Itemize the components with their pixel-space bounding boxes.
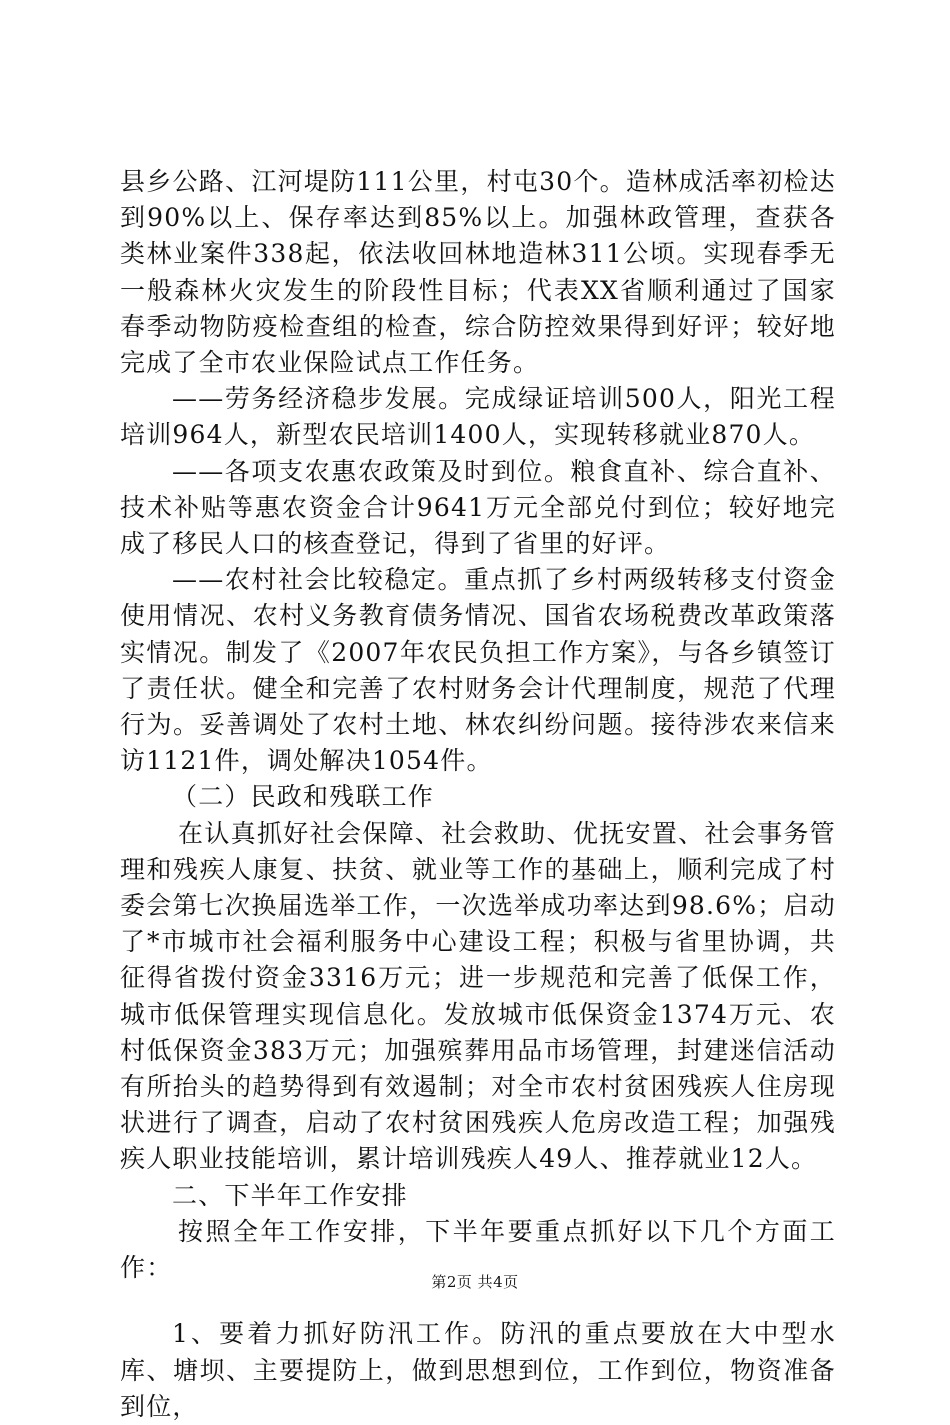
paragraph-civil-affairs: 在认真抓好社会保障、社会救助、优抚安置、社会事务管理和残疾人康复、扶贫、就业等工作的基础上，顺利完成了村委会第七次换届选举工作，一次选举成功率达到98.6%；启动了*市城市社会福利服务中心建设工程；积极与省里协调，共征得省拨付资金3316万元；进一步规范和完善了低保工作，城市低保管理实现信息化。发放城市低保资金1374万元、农村低保资金383万元；加强殡葬用品市场管理，封建迷信活动有所抬头的趋势得到有效遏制；对全市农村贫困残疾人住房现状进行了调查，启动了农村贫困残疾人危房改造工程；加强残疾人职业技能培训，累计培训残疾人49人、推荐就业12人。 [120, 818, 836, 1174]
paragraph-agri-policy: ——各项支农惠农政策及时到位。粮食直补、综合直补、技术补贴等惠农资金合计9641万元全部兑付到位；较好地完成了移民人口的核查登记，得到了省里的好评。 [120, 456, 836, 559]
section-heading-second-half: 二、下半年工作安排 [172, 1180, 408, 1210]
paragraph-labor-economy: ——劳务经济稳步发展。完成绿证培训500人，阳光工程培训964人，新型农民培训1400人，实现转移就业870人。 [120, 384, 836, 450]
document-body [120, 164, 836, 1425]
paragraph-forestry: 县乡公路、江河堤防111公里，村屯30个。造林成活率初检达到90%以上、保存率达到85%以上。加强林政管理，查获各类林业案件338起，依法收回林地造林311公顷。实现春季无一般森林火灾发生的阶段性目标；代表XX省顺利通过了国家春季动物防疫检查组的检查，综合防控效果得到好评；较好地完成了全市农业保险试点工作任务。 [120, 167, 836, 378]
section-heading-civil-affairs: （二）民政和残联工作 [172, 782, 435, 812]
paragraph-work-plan-intro: 按照全年工作安排，下半年要重点抓好以下几个方面工作： [120, 1216, 836, 1283]
page-footer: 第2页 共4页 [431, 1273, 519, 1291]
paragraph-rural-stability: ——农村社会比较稳定。重点抓了乡村两级转移支付资金使用情况、农村义务教育债务情况、国省农场税费改革政策落实情况。制发了《2007年农民负担工作方案》，与各乡镇签订了责任状。健全和完善了农村财务会计代理制度，规范了代理行为。妥善调处了农村土地、林农纠纷问题。接待涉农来信来访1121件，调处解决1054件。 [120, 565, 836, 776]
paragraph-flood-control: 1、要着力抓好防汛工作。防汛的重点要放在大中型水库、塘坝、主要提防上，做到思想到位，工作到位，物资准备到位， [120, 1319, 836, 1421]
